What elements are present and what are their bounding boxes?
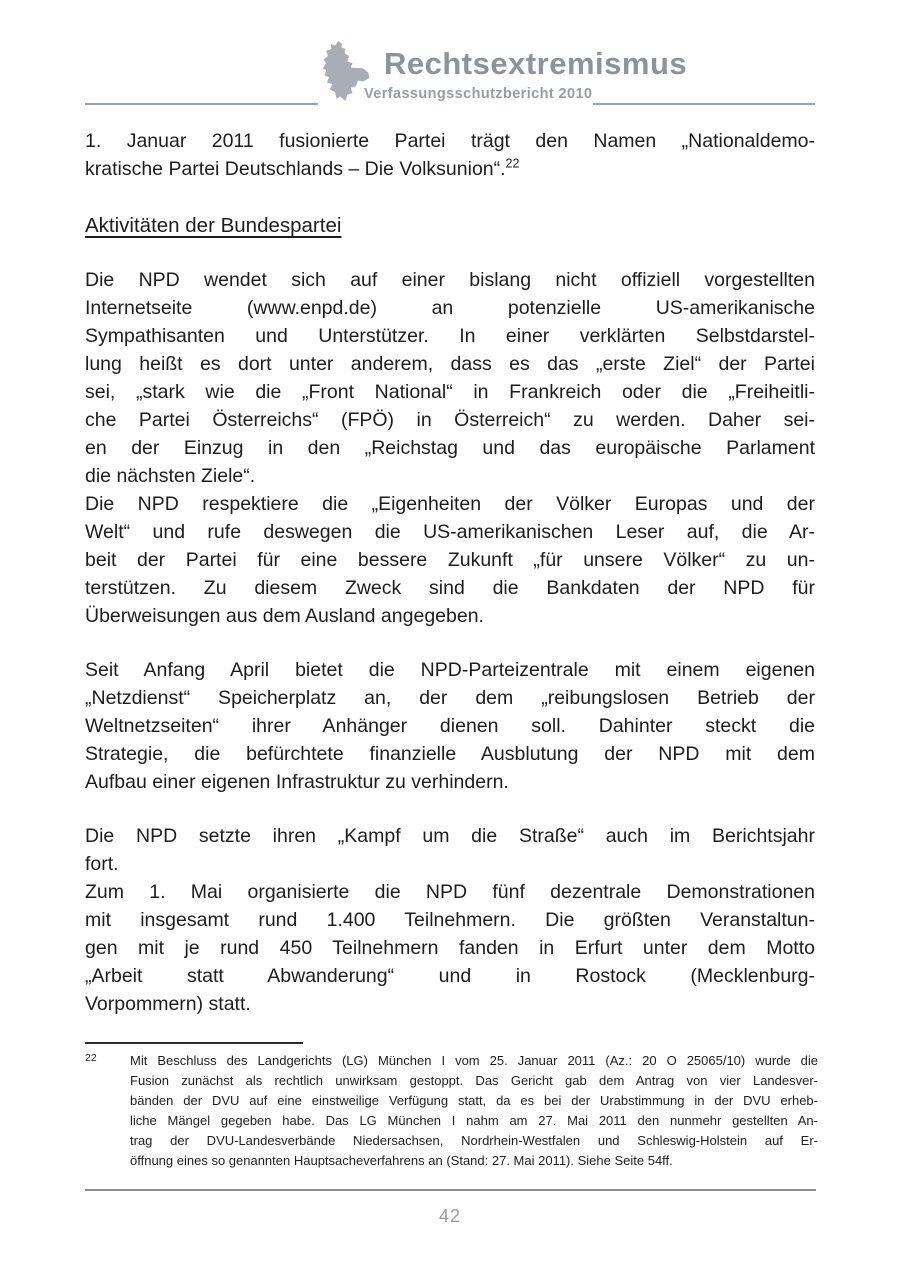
text-line: trag der DVU-Landesverbände Niedersachsen, Nordrhein-Westfalen und Schleswig-Holstein auf Er- <box>130 1133 818 1148</box>
footnote-marker: 22 <box>85 1052 97 1064</box>
text-line: Seit Anfang April bietet die NPD-Parteizentrale mit einem eigenen <box>85 659 815 681</box>
text-line: Strategie, die befürchtete finanzielle Ausblutung der NPD mit dem <box>85 743 815 765</box>
text-line: öffnung eines so genannten Hauptsacheverfahrens an (Stand: 27. Mai 2011). Siehe Seite 54ff. <box>130 1153 673 1168</box>
section-heading: Aktivitäten der Bundespartei <box>85 214 342 237</box>
text-line: bänden der DVU auf eine einstweilige Verfügung statt, da es bei der Urabstimmung in der DVU erheb- <box>130 1093 818 1108</box>
text-line: Sympathisanten und Unterstützer. In einer verklärten Selbstdarstel- <box>85 325 815 347</box>
text-line: Überweisungen aus dem Ausland angegeben. <box>85 605 484 627</box>
paragraph <box>85 878 815 1018</box>
footnote-reference: 22 <box>505 156 520 171</box>
text-line: die nächsten Ziele“. <box>85 465 256 487</box>
footnote-section <box>85 1042 818 1171</box>
text-line: liche Mängel gegeben habe. Das LG München I nahm am 27. Mai 2011 den nunmehr gestellten An- <box>130 1113 818 1128</box>
saxony-anhalt-logo-icon <box>313 36 371 106</box>
text-line: beit der Partei für eine bessere Zukunft „für unsere Völker“ zu un- <box>85 549 815 571</box>
footer-rule <box>85 1189 816 1191</box>
text-line: mit insgesamt rund 1.400 Teilnehmern. Die größten Veranstaltun- <box>85 909 815 931</box>
paragraph <box>85 490 815 630</box>
text-line: Weltnetzseiten“ ihrer Anhänger dienen soll. Dahinter steckt die <box>85 715 815 737</box>
text-line: terstützen. Zu diesem Zweck sind die Bankdaten der NPD für <box>85 577 815 599</box>
header-rule-right <box>593 103 815 105</box>
page-header <box>0 0 900 118</box>
text-line: gen mit je rund 450 Teilnehmern fanden in Erfurt unter dem Motto <box>85 937 815 959</box>
footnote-text <box>130 1051 818 1171</box>
paragraph <box>85 266 815 490</box>
text-line: fort. <box>85 853 119 875</box>
text-line: en der Einzug in den „Reichstag und das europäische Parlament <box>85 437 815 459</box>
text-line: kratische Partei Deutschlands – Die Volksunion“.$^{22}$ <box>85 156 520 180</box>
footnote-divider <box>85 1042 303 1044</box>
header-title: Rechtsextremismus <box>384 46 688 81</box>
text-line: Fusion zunächst als rechtlich unwirksam gestoppt. Das Gericht gab dem Antrag von vier Landesver- <box>130 1073 818 1088</box>
header-subtitle: Verfassungsschutzbericht 2010 <box>364 86 593 102</box>
paragraph <box>85 822 815 878</box>
text-line: Vorpommern) statt. <box>85 993 251 1015</box>
page-number: 42 <box>438 1206 462 1226</box>
text-line: Internetseite (www.enpd.de) an potenzielle US-amerikanische <box>85 297 815 319</box>
paragraph <box>85 127 815 183</box>
header-rule-left <box>85 103 318 105</box>
text-line: sei, „stark wie die „Front National“ in Frankreich oder die „Freiheitli- <box>85 381 815 403</box>
text-line: lung heißt es dort unter anderem, dass es das „erste Ziel“ der Partei <box>85 353 815 375</box>
content <box>85 127 815 1018</box>
text-line: Die NPD respektiere die „Eigenheiten der Völker Europas und der <box>85 493 815 515</box>
text-line: che Partei Österreichs“ (FPÖ) in Österreich“ zu werden. Daher sei- <box>85 409 815 431</box>
text-line: Zum 1. Mai organisierte die NPD fünf dezentrale Demonstrationen <box>85 881 815 903</box>
text-line: Die NPD wendet sich auf einer bislang nicht offiziell vorgestellten <box>85 269 815 291</box>
footnote-row <box>85 1051 818 1171</box>
text-line: „Netzdienst“ Speicherplatz an, der dem „reibungslosen Betrieb der <box>85 687 815 709</box>
text-line: Aufbau einer eigenen Infrastruktur zu verhindern. <box>85 771 509 793</box>
paragraph <box>85 656 815 796</box>
text-line: Die NPD setzte ihren „Kampf um die Straße“ auch im Berichtsjahr <box>85 825 815 847</box>
text-line: Welt“ und rufe deswegen die US-amerikanischen Leser auf, die Ar- <box>85 521 815 543</box>
text-line: „Arbeit statt Abwanderung“ und in Rostock (Mecklenburg- <box>85 965 815 987</box>
text-line: 1. Januar 2011 fusionierte Partei trägt den Namen „Nationaldemo- <box>85 130 815 152</box>
saxony-anhalt-shape <box>323 41 370 101</box>
text-line: Mit Beschluss des Landgerichts (LG) München I vom 25. Januar 2011 (Az.: 20 O 25065/10) wurde die <box>130 1053 818 1068</box>
